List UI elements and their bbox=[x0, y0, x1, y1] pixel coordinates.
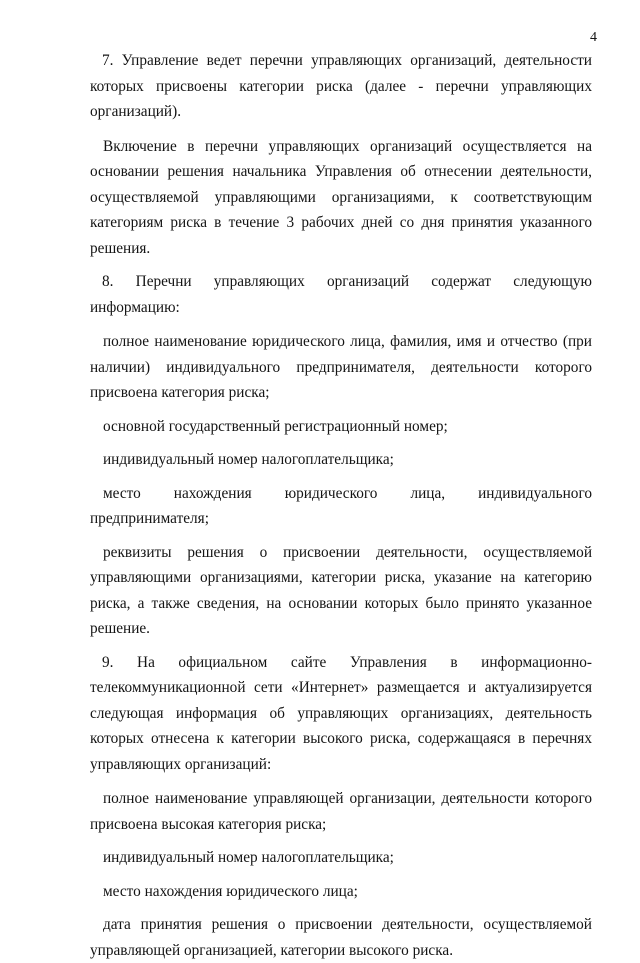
list-item: место нахождения юридического лица; bbox=[103, 882, 358, 900]
list-item: полное наименование юридического лица, фамилия, имя и отчество (при наличии) индивидуального предпринимателя, деятельности которого присвоена категория риска; bbox=[90, 333, 592, 401]
document-body bbox=[90, 48, 592, 963]
page-number: 4 bbox=[590, 30, 597, 45]
paragraph-7: 7. Управление ведет перечни управляющих организаций, деятельности которых присвоены категории риска (далее - перечни управляющих организаций). bbox=[90, 52, 592, 120]
list-item: место нахождения юридического лица, индивидуального предпринимателя; bbox=[90, 484, 592, 527]
list-item: реквизиты решения о присвоении деятельности, осуществляемой управляющими организациями, категории риска, указание на категорию риска, а также сведения, на основании которых было принято указанное решение. bbox=[90, 543, 592, 637]
list-item: индивидуальный номер налогоплательщика; bbox=[103, 451, 394, 468]
list-item: полное наименование управляющей организации, деятельности которого присвоена высокая категория риска; bbox=[90, 790, 592, 833]
paragraph-7-inclusion: Включение в перечни управляющих организаций осуществляется на основании решения начальника Управления об отнесении деятельности, осуществляемой управляющими организациями, к соответствующим категориям риска в течение 3 рабочих дней со дня принятия указанного решения. bbox=[90, 137, 592, 257]
paragraph-9: 9. На официальном сайте Управления в информационно-телекоммуникационной сети «Интернет» размещается и актуализируется следующая информация об управляющих организациях, деятельность которых отнесена к категории высокого риска, содержащаяся в перечнях управляющих организаций: bbox=[90, 653, 592, 773]
list-item: индивидуальный номер налогоплательщика; bbox=[103, 849, 394, 866]
list-item: основной государственный регистрационный номер; bbox=[103, 417, 448, 435]
list-item: дата принятия решения о присвоении деятельности, осуществляемой управляющей организацией, категории высокого риска. bbox=[90, 916, 592, 959]
paragraph-8: 8. Перечни управляющих организаций содержат следующую информацию: bbox=[90, 273, 592, 316]
